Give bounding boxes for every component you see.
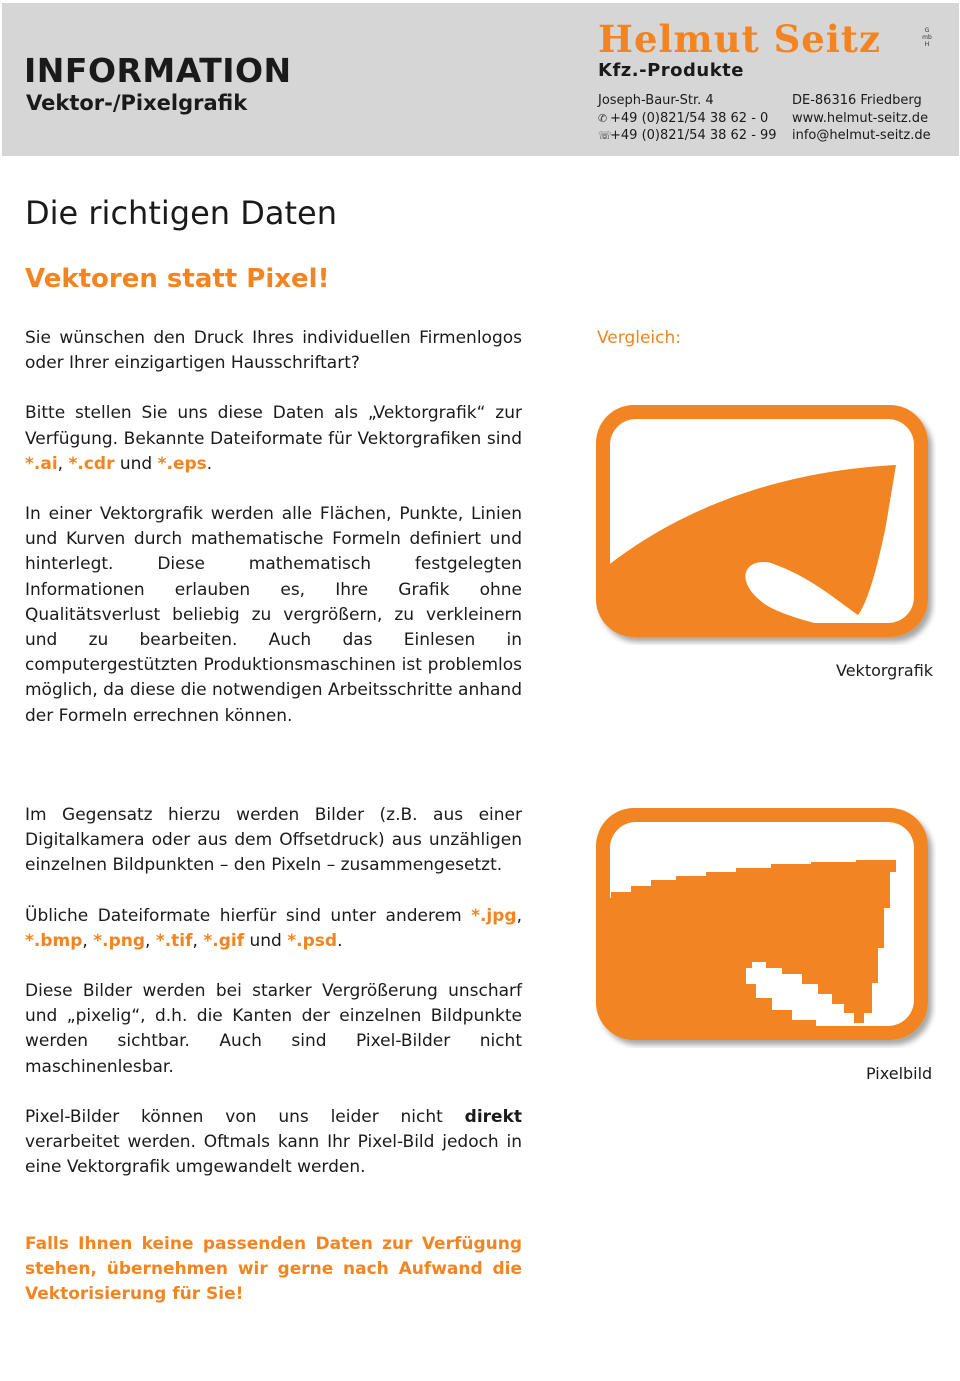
comparison-label: Vergleich: bbox=[597, 328, 682, 348]
pixel-paragraph-4: Pixel-Bilder können von uns leider nicht direkt verarbeitet werden. Oftmals kann Ihr Pixel-Bild jedoch in eine Vektorgrafik umgewandelt werden. bbox=[25, 1106, 522, 1178]
format-bmp: *.bmp bbox=[25, 930, 83, 951]
format-gif: *.gif bbox=[203, 930, 245, 951]
format-psd: *.psd bbox=[287, 930, 338, 951]
vector-text-column bbox=[25, 326, 522, 754]
pixel-text-column bbox=[25, 803, 522, 1205]
closing-note: Falls Ihnen keine passenden Daten zur Verfügung stehen, übernehmen wir gerne nach Aufwand die Vektorisierung für Sie! bbox=[25, 1234, 522, 1305]
phone-line bbox=[598, 110, 777, 128]
format-eps: *.eps bbox=[157, 453, 207, 474]
page-title: Die richtigen Daten bbox=[25, 194, 337, 232]
pixel-paragraph-1: Im Gegensatz hierzu werden Bilder (z.B. aus einer Digitalkamera oder aus dem Offsetdruck) aus unzähligen einzelnen Bildpunkten – den Pixeln – zusammengesetzt. bbox=[25, 805, 522, 876]
header-title: INFORMATION bbox=[24, 51, 292, 90]
phone-icon: ✆ bbox=[598, 111, 608, 125]
vector-paragraph-2: Bitte stellen Sie uns diese Daten als „Vektorgrafik“ zur Verfügung. Bekannte Dateiformate für Vektorgrafiken sind *.ai, *.cdr und *.eps. bbox=[25, 403, 522, 474]
header-subtitle: Vektor-/Pixelgrafik bbox=[26, 91, 248, 115]
fax-line bbox=[598, 127, 777, 145]
pixel-caption: Pixelbild bbox=[866, 1064, 933, 1083]
brand-suffix: GmbH bbox=[922, 27, 932, 48]
street-address: Joseph-Baur-Str. 4 bbox=[598, 93, 714, 108]
format-jpg: *.jpg bbox=[471, 905, 517, 926]
brand-logo-name: Helmut Seitz bbox=[598, 17, 881, 61]
header-bar bbox=[2, 3, 959, 156]
contact-web-block bbox=[792, 92, 931, 145]
emphasis-direkt: direkt bbox=[464, 1106, 522, 1127]
brand-tagline: Kfz.-Produkte bbox=[598, 60, 744, 81]
format-tif: *.tif bbox=[155, 930, 193, 951]
format-cdr: *.cdr bbox=[68, 453, 115, 474]
vector-graphic-illustration bbox=[596, 405, 936, 645]
fax-icon: ☏ bbox=[598, 129, 612, 142]
vector-caption: Vektorgrafik bbox=[836, 661, 934, 680]
format-ai: *.ai bbox=[25, 453, 58, 474]
city: DE-86316 Friedberg bbox=[792, 93, 922, 108]
phone-number: +49 (0)821/54 38 62 - 0 bbox=[610, 110, 769, 126]
format-png: *.png bbox=[93, 930, 146, 951]
section-heading: Vektoren statt Pixel! bbox=[25, 264, 330, 294]
vector-paragraph-3: In einer Vektorgrafik werden alle Flächen, Punkte, Linien und Kurven durch mathematische Formeln definiert und hinterlegt. Diese mathematisch festgelegten Informationen erlauben es, Ihre Grafik ohne Qualitätsverlust beliebig zu vergrößern, zu verkleinern und zu bearbeiten. Auch das Einlesen in computergestützten Produktionsmaschinen ist problemlos möglich, da diese die notwendigen Arbeitsschritte anhand der Formeln errechnen können. bbox=[25, 504, 522, 726]
email-link[interactable]: info@helmut-seitz.de bbox=[792, 128, 931, 143]
pixel-paragraph-3: Diese Bilder werden bei starker Vergrößerung unscharf und „pixelig“, d.h. die Kanten der einzelnen Bildpunkte werden sichtbar. Auch sind Pixel-Bilder nicht maschinenlesbar. bbox=[25, 981, 522, 1077]
pixel-image-illustration bbox=[596, 808, 936, 1048]
website-link[interactable]: www.helmut-seitz.de bbox=[792, 110, 929, 126]
vector-paragraph-1: Sie wünschen den Druck Ihres individuellen Firmenlogos oder Ihrer einzigartigen Hausschriftart? bbox=[25, 328, 522, 374]
fax-number: +49 (0)821/54 38 62 - 99 bbox=[610, 128, 777, 143]
pixel-paragraph-2: Übliche Dateiformate hierfür sind unter anderem *.jpg, *.bmp, *.png, *.tif, *.gif und *.psd. bbox=[25, 905, 522, 951]
contact-address-block bbox=[598, 92, 777, 145]
